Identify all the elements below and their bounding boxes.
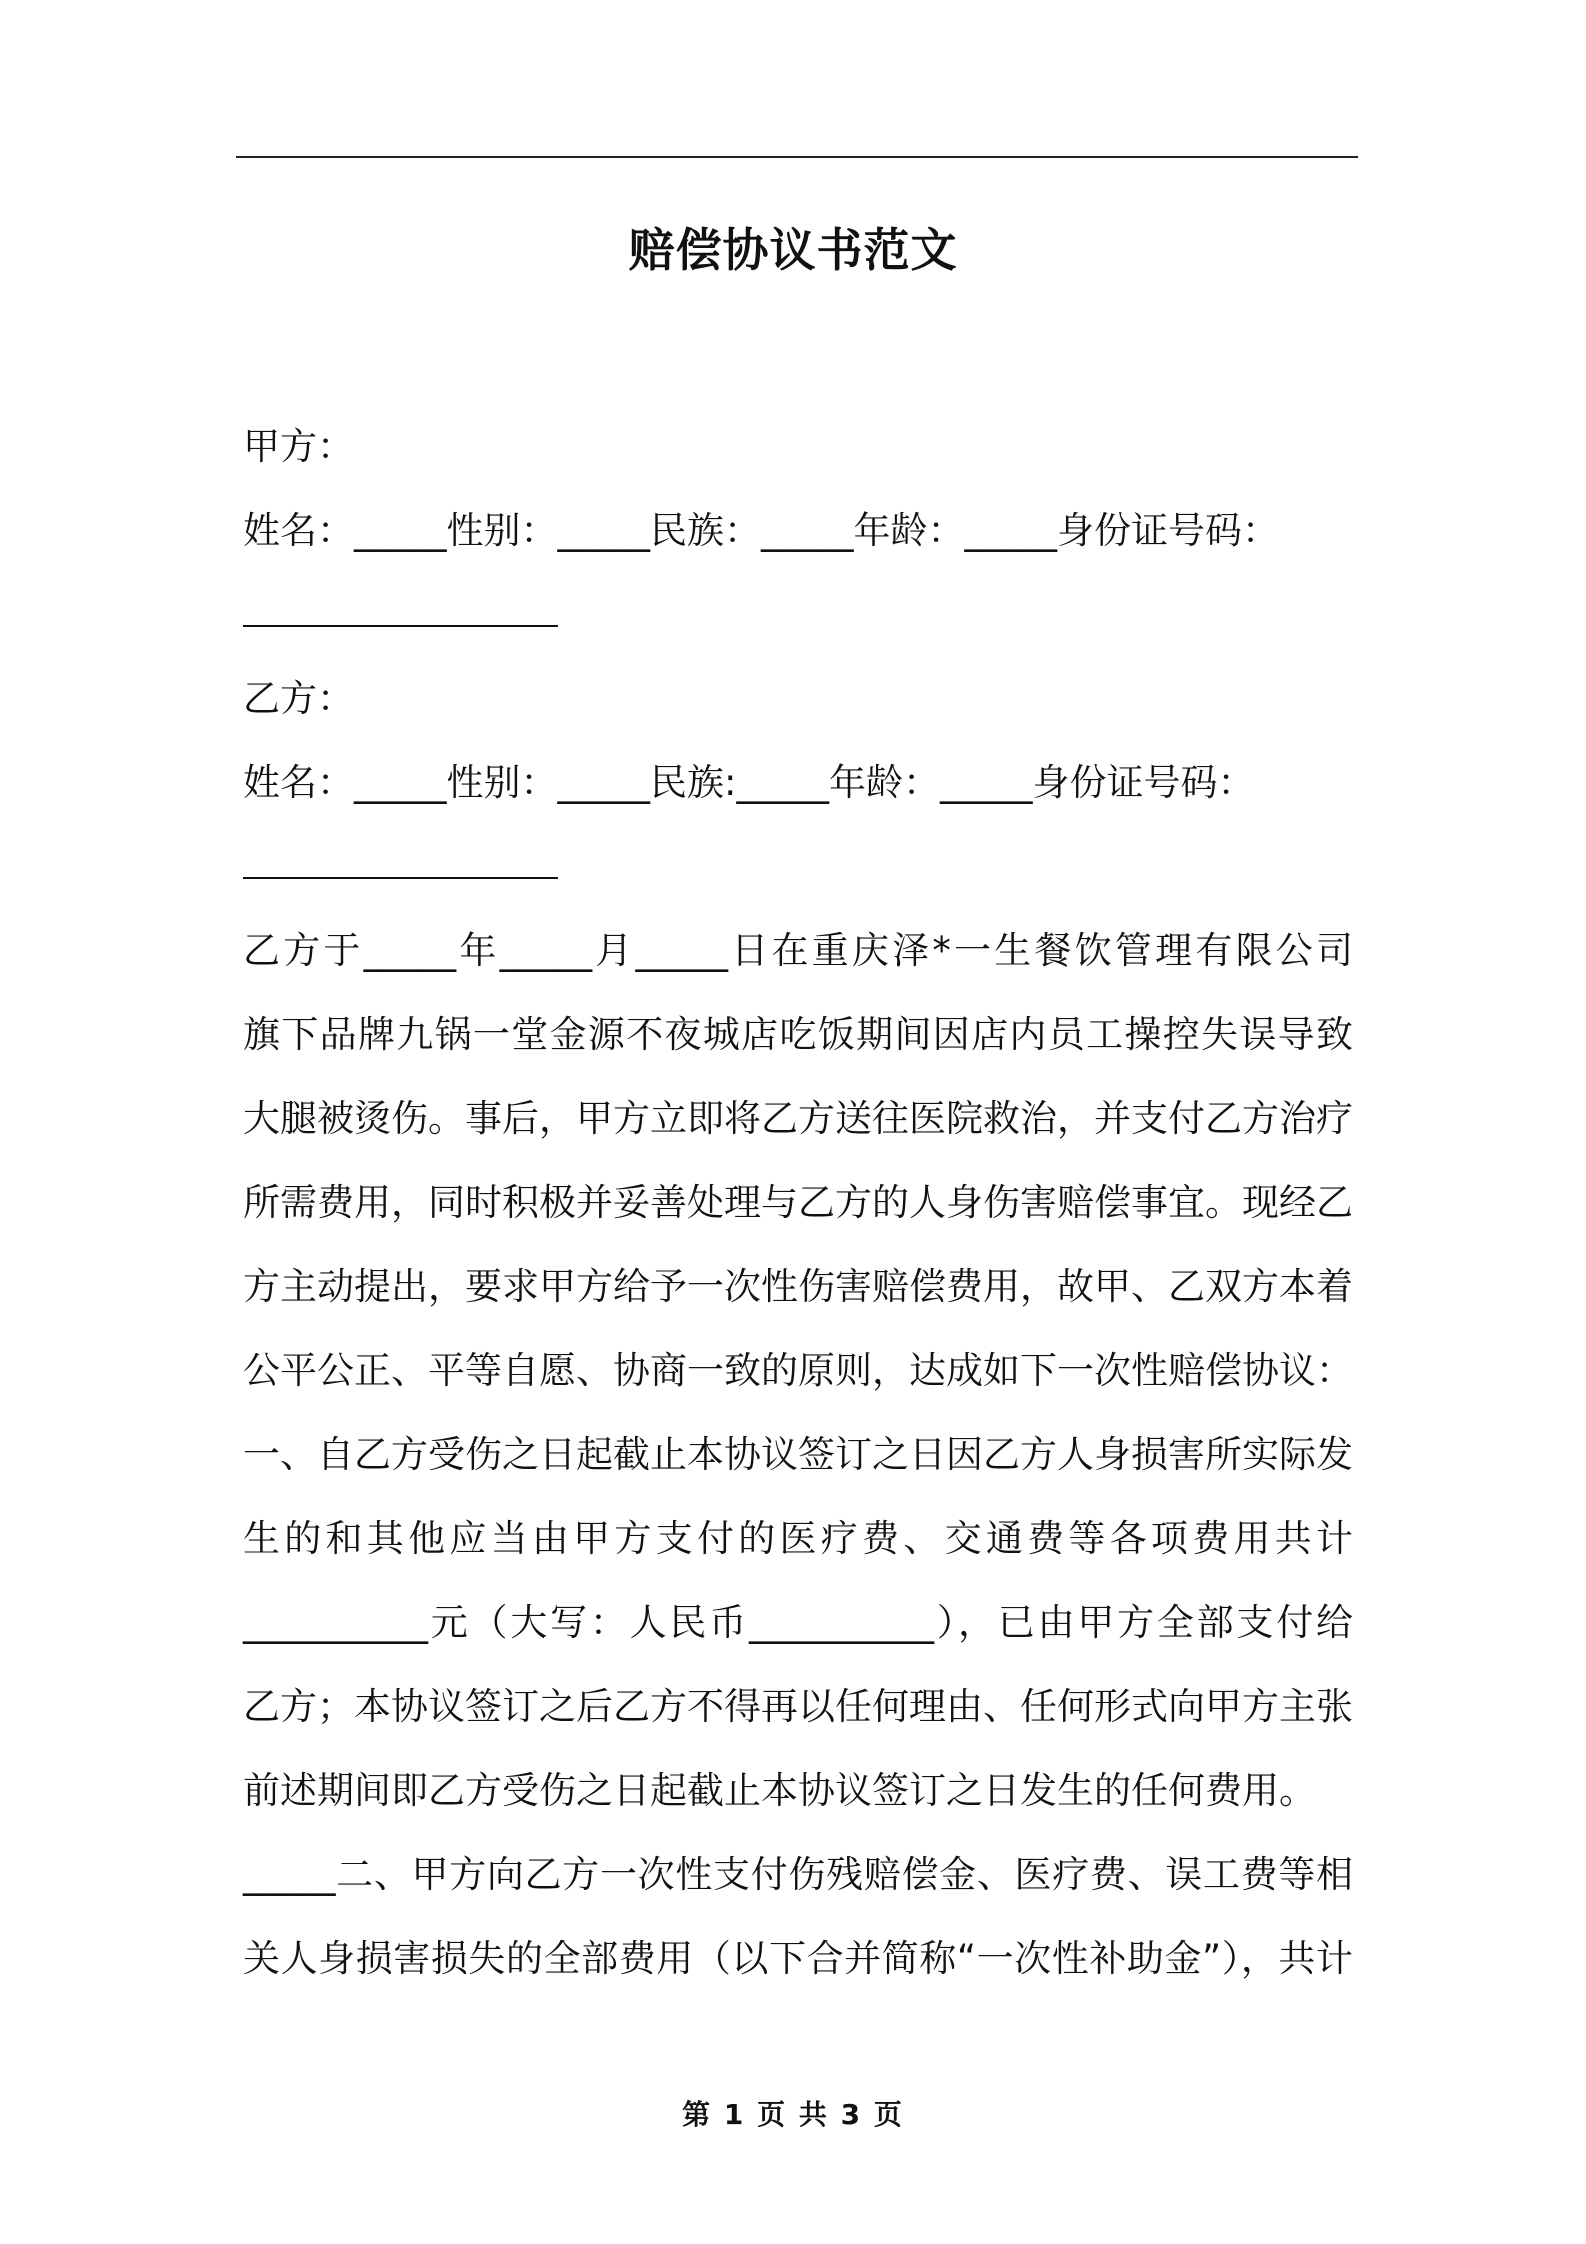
body-line: 方主动提出，要求甲方给予一次性伤害赔偿费用，故甲、乙双方本着 [243,1265,1353,1308]
body-line: 乙方；本协议签订之后乙方不得再以任何理由、任何形式向甲方主张 [243,1685,1353,1728]
id-number-blank-line [243,581,558,627]
header-rule [236,156,1358,158]
id-number-blank-line [243,833,558,879]
body-line: 乙方于_____年_____月_____日在重庆泽*一生餐饮管理有限公司 [243,929,1353,972]
party-a-label: 甲方： [243,425,354,468]
party-a-fields: 姓名：_____性别：_____民族：_____年龄：_____身份证号码： [243,509,1279,552]
body-line: 关人身损害损失的全部费用（以下合并简称“一次性补助金”），共计 [243,1937,1353,1980]
body-line: __________元（大写：人民币__________），已由甲方全部支付给 [243,1601,1353,1644]
body-line: 公平公正、平等自愿、协商一致的原则，达成如下一次性赔偿协议： [243,1349,1353,1392]
document-body [243,405,1353,2001]
body-line: 旗下品牌九锅一堂金源不夜城店吃饭期间因店内员工操控失误导致 [243,1013,1353,1056]
page-number-footer: 第 1 页 共 3 页 [682,2098,904,2131]
body-line: 大腿被烫伤。事后，甲方立即将乙方送往医院救治，并支付乙方治疗 [243,1097,1353,1140]
party-b-label: 乙方： [243,677,354,720]
party-b-fields: 姓名：_____性别：_____民族:_____年龄：_____身份证号码： [243,761,1255,804]
party-a-id-blank [243,573,1353,657]
body-line: 所需费用，同时积极并妥善处理与乙方的人身伤害赔偿事宜。现经乙 [243,1181,1353,1224]
body-line: 一、自乙方受伤之日起截止本协议签订之日因乙方人身损害所实际发 [243,1433,1353,1476]
document-title: 赔偿协议书范文 [628,223,958,277]
body-line: 生的和其他应当由甲方支付的医疗费、交通费等各项费用共计 [243,1517,1353,1560]
party-b-id-blank [243,825,1353,909]
body-line: _____二、甲方向乙方一次性支付伤残赔偿金、医疗费、误工费等相 [243,1853,1353,1896]
body-line: 前述期间即乙方受伤之日起截止本协议签订之日发生的任何费用。 [243,1769,1316,1812]
